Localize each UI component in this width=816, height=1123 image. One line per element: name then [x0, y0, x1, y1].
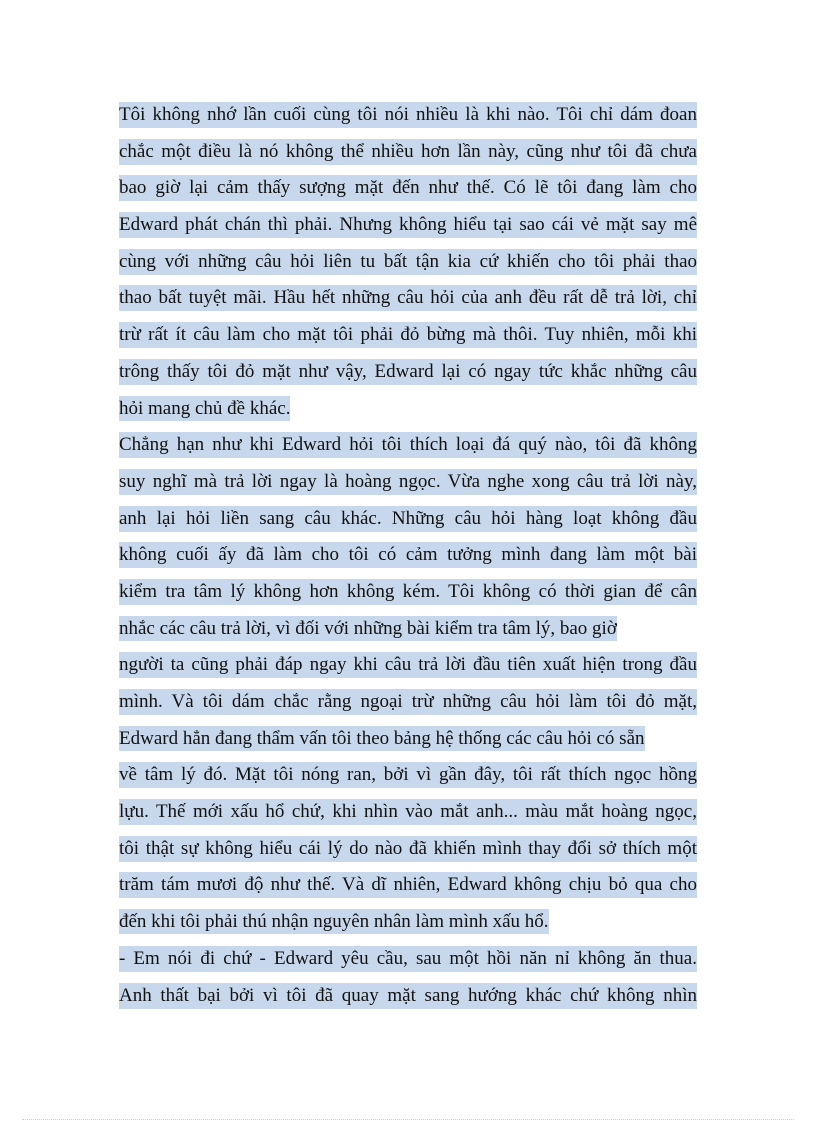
- text-line: [119, 134, 697, 171]
- highlighted-text: về tâm lý đó. Mặt tôi nóng ran, bởi vì gần đây, tôi rất thích ngọc hồng: [119, 762, 697, 788]
- highlighted-text: lựu. Thế mới xấu hổ chứ, khi nhìn vào mắt anh... màu mắt hoàng ngọc,: [119, 799, 697, 825]
- text-line: [119, 354, 697, 391]
- text-line: [119, 904, 697, 941]
- text-line: [119, 941, 697, 978]
- highlighted-text: Chẳng hạn như khi Edward hỏi tôi thích loại đá quý nào, tôi đã không: [119, 432, 697, 458]
- text-line: [119, 978, 697, 1015]
- text-line: [119, 794, 697, 831]
- text-line: [119, 574, 697, 611]
- highlighted-text: - Em nói đi chứ - Edward yêu cầu, sau một hồi năn nỉ không ăn thua.: [119, 946, 697, 972]
- highlighted-text: trông thấy tôi đỏ mặt như vậy, Edward lại có ngay tức khắc những câu: [119, 359, 697, 385]
- text-line: [119, 721, 697, 758]
- highlighted-text: suy nghĩ mà trả lời ngay là hoàng ngọc. Vừa nghe xong câu trả lời này,: [119, 469, 697, 495]
- text-line: [119, 244, 697, 281]
- highlighted-text: Tôi không nhớ lần cuối cùng tôi nói nhiều là khi nào. Tôi chỉ dám đoan: [119, 102, 697, 128]
- text-line: [119, 501, 697, 538]
- text-line: [119, 831, 697, 868]
- text-line: [119, 537, 697, 574]
- text-line: [119, 464, 697, 501]
- text-line: [119, 611, 697, 648]
- text-body: [119, 97, 697, 1014]
- highlighted-text: tôi thật sự không hiểu cái lý do nào đã khiến mình thay đổi sở thích một: [119, 836, 697, 862]
- highlighted-text: cùng với những câu hỏi liên tu bất tận kia cứ khiến cho tôi phải thao: [119, 249, 697, 275]
- text-line: [119, 170, 697, 207]
- page-edge-divider: [22, 1119, 794, 1120]
- highlighted-text: chắc một điều là nó không thể nhiều hơn lần này, cũng như tôi đã chưa: [119, 139, 697, 165]
- text-line: [119, 391, 697, 428]
- highlighted-text: người ta cũng phải đáp ngay khi câu trả lời đầu tiên xuất hiện trong đầu: [119, 652, 697, 678]
- highlighted-text: trăm tám mươi độ như thế. Và dĩ nhiên, Edward không chịu bỏ qua cho: [119, 872, 697, 898]
- text-line: [119, 684, 697, 721]
- highlighted-text: trừ rất ít câu làm cho mặt tôi phải đỏ bừng mà thôi. Tuy nhiên, mỗi khi: [119, 322, 697, 348]
- text-line: [119, 280, 697, 317]
- text-line: [119, 97, 697, 134]
- text-line: [119, 757, 697, 794]
- highlighted-text: Anh thất bại bởi vì tôi đã quay mặt sang hướng khác chứ không nhìn: [119, 983, 697, 1009]
- highlighted-text: không cuối ấy đã làm cho tôi có cảm tưởng mình đang làm một bài: [119, 542, 697, 568]
- highlighted-text: Edward phát chán thì phải. Nhưng không hiểu tại sao cái vẻ mặt say mê: [119, 212, 697, 238]
- text-line: [119, 867, 697, 904]
- highlighted-text: mình. Và tôi dám chắc rằng ngoại trừ những câu hỏi làm tôi đỏ mặt,: [119, 689, 697, 715]
- text-line: [119, 317, 697, 354]
- highlighted-text: kiểm tra tâm lý không hơn không kém. Tôi không có thời gian để cân: [119, 579, 697, 605]
- highlighted-text: thao bất tuyệt mãi. Hầu hết những câu hỏi của anh đều rất dễ trả lời, chỉ: [119, 285, 697, 311]
- text-line: [119, 207, 697, 244]
- highlighted-text: anh lại hỏi liền sang câu khác. Những câu hỏi hàng loạt không đầu: [119, 506, 697, 532]
- text-line: [119, 427, 697, 464]
- highlighted-text: hỏi mang chủ đề khác.: [119, 397, 291, 419]
- text-line: [119, 647, 697, 684]
- highlighted-text: đến khi tôi phải thú nhận nguyên nhân làm mình xấu hổ.: [119, 911, 549, 933]
- highlighted-text: bao giờ lại cảm thấy sượng mặt đến như thế. Có lẽ tôi đang làm cho: [119, 175, 697, 201]
- highlighted-text: Edward hẳn đang thẩm vấn tôi theo bảng hệ thống các câu hỏi có sẵn: [119, 727, 645, 749]
- highlighted-text: nhắc các câu trả lời, vì đối với những bài kiểm tra tâm lý, bao giờ: [119, 617, 617, 639]
